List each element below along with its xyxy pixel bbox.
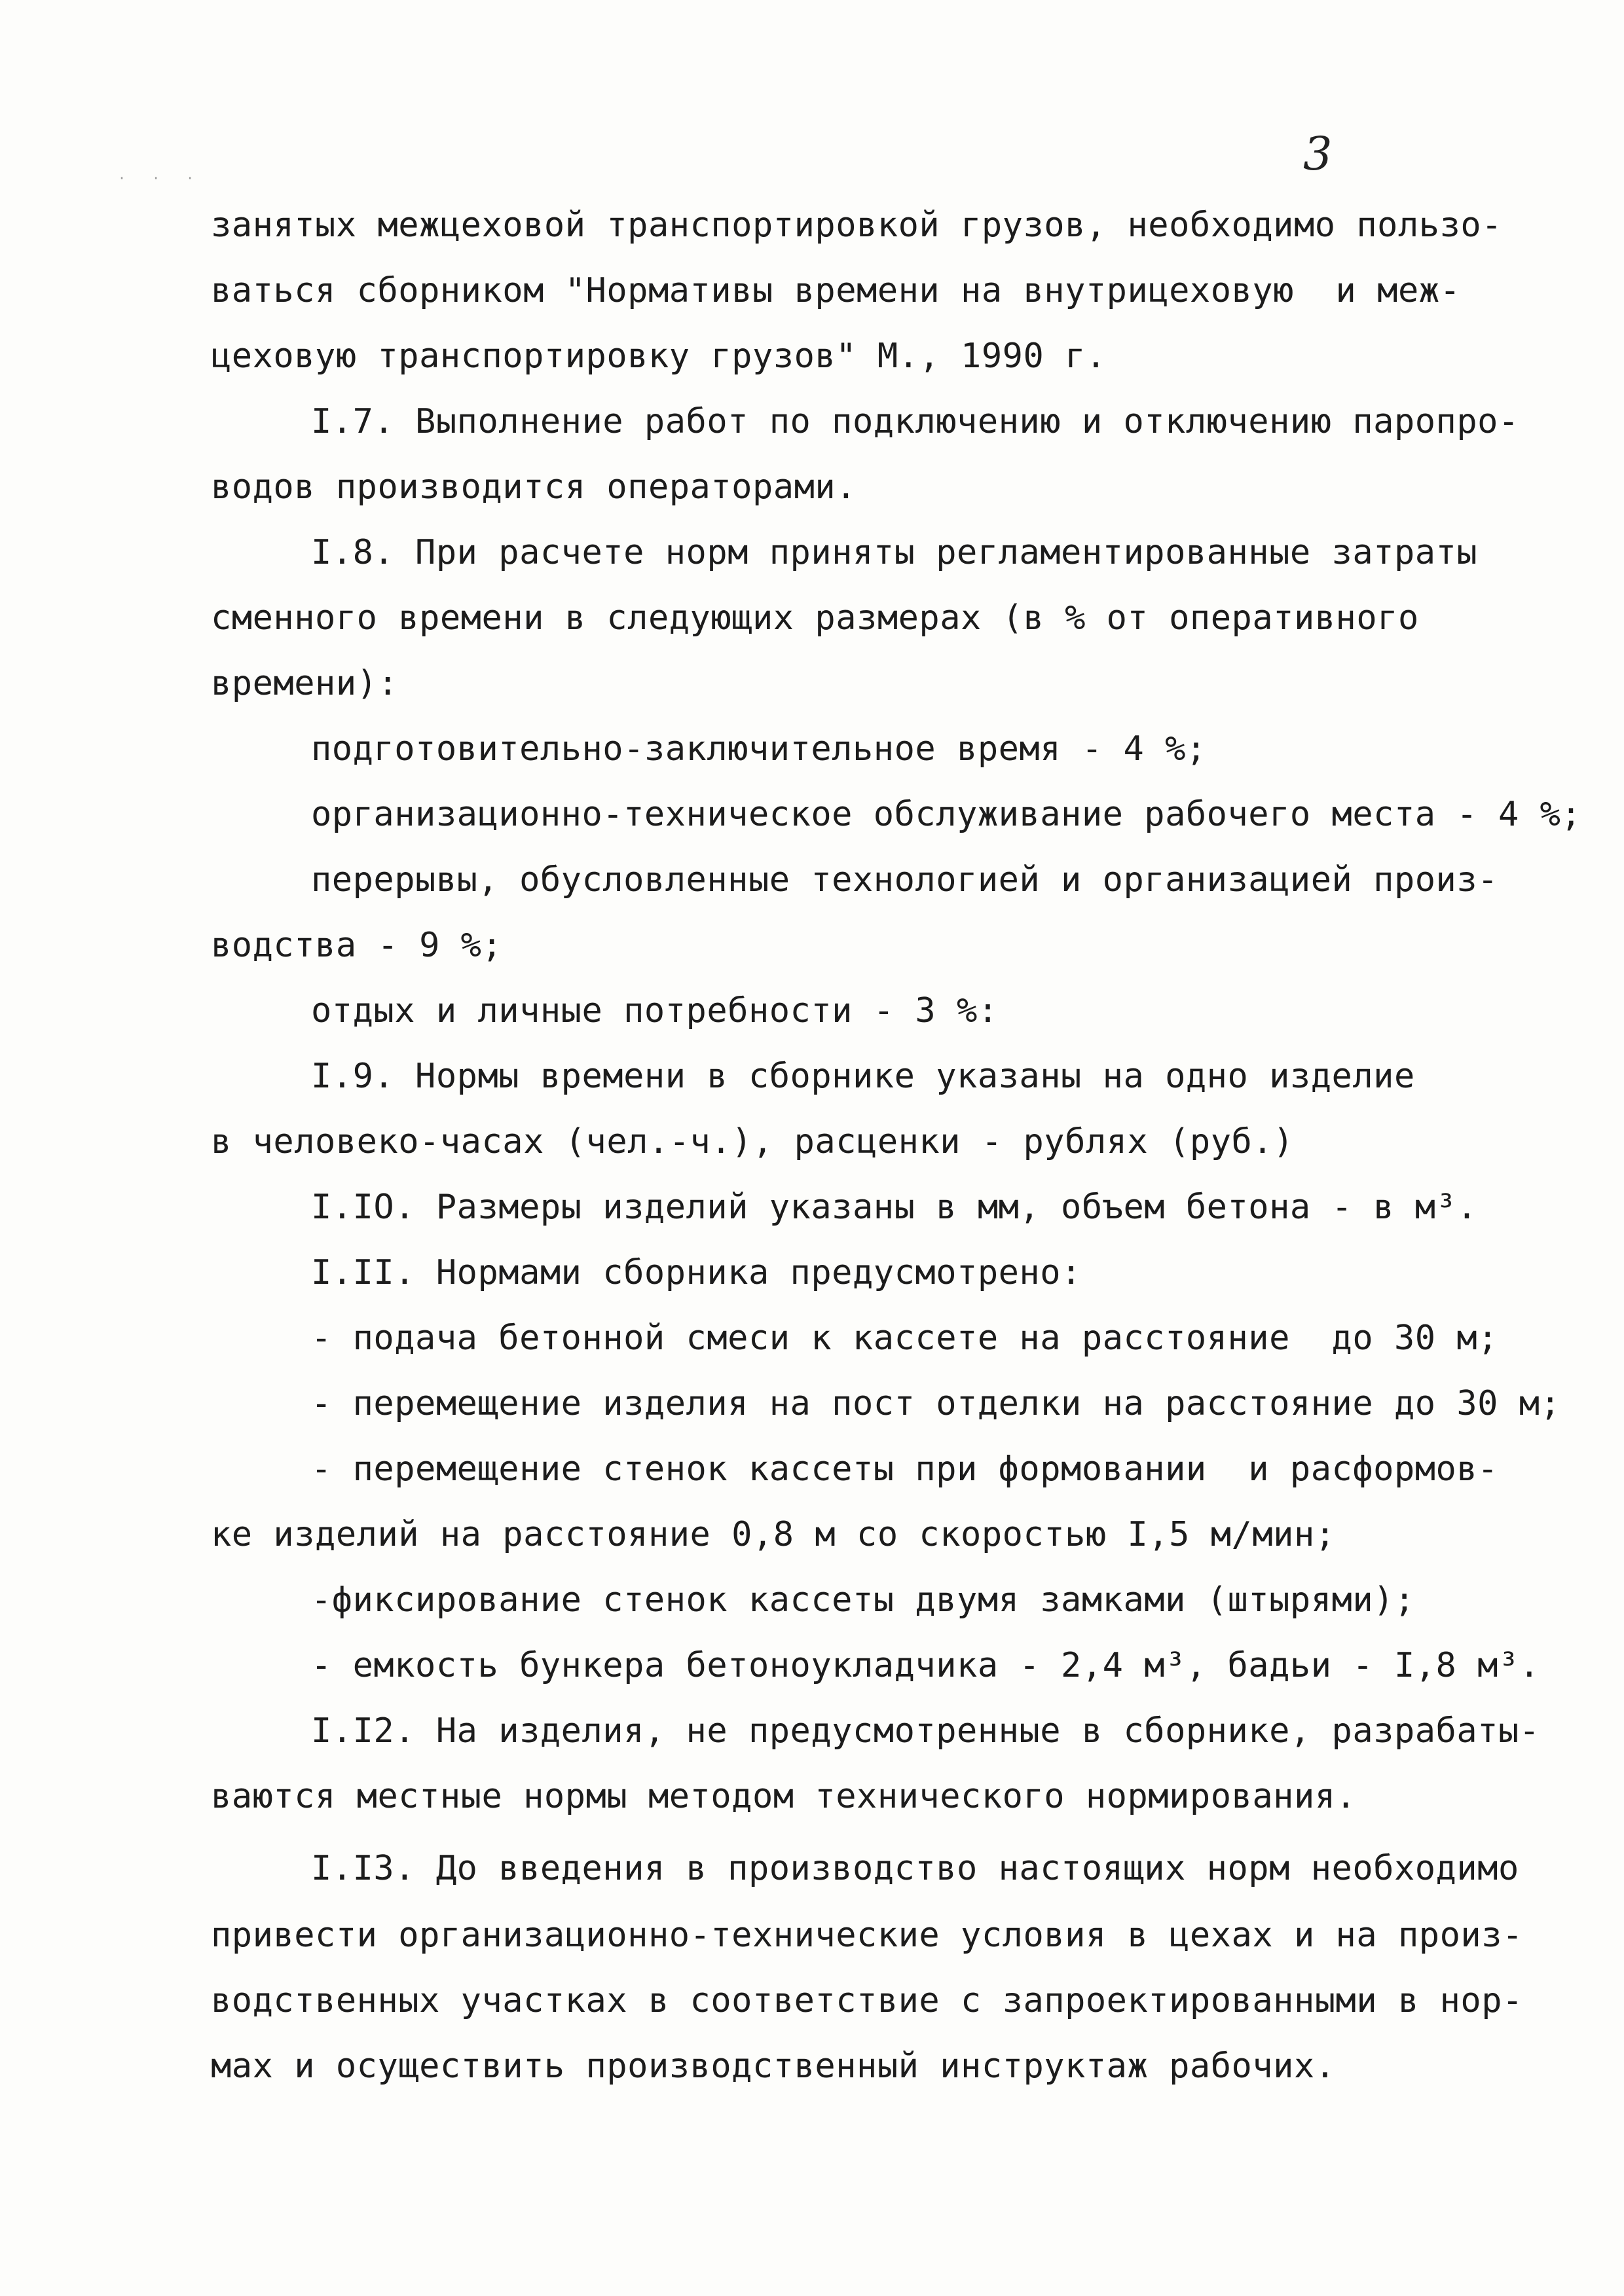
text-line: ваться сборником "Нормативы времени на внутрицеховую и меж- — [211, 271, 1461, 310]
text-line: цеховую транспортировку грузов" М., 1990 г. — [211, 337, 1107, 376]
paragraph-start-1-13: I.I3. До введения в производство настоящих норм необходимо — [311, 1849, 1519, 1888]
text-line: водов производится операторами. — [211, 467, 857, 507]
paragraph-start-1-8: I.8. При расчете норм приняты регламентированные затраты — [311, 533, 1478, 572]
text-line: занятых межцеховой транспортировкой грузов, необходимо пользо- — [211, 206, 1503, 245]
list-item: - емкость бункера бетоноукладчика - 2,4 м³, бадьи - I,8 м³. — [311, 1646, 1540, 1685]
list-item: организационно-техническое обслуживание рабочего места - 4 %; — [311, 795, 1582, 834]
text-line: водства - 9 %; — [211, 926, 503, 965]
scan-mark: · · · — [118, 170, 204, 186]
paragraph-start-1-7: I.7. Выполнение работ по подключению и отключению паропро- — [311, 402, 1519, 441]
text-line: привести организационно-технические условия в цехах и на произ- — [211, 1916, 1523, 1955]
paragraph-start-1-11: I.II. Нормами сборника предусмотрено: — [311, 1253, 1082, 1292]
text-line: сменного времени в следующих размерах (в % от оперативного — [211, 598, 1419, 638]
text-line: ваются местные нормы методом технического нормирования. — [211, 1777, 1357, 1816]
page-number: 3 — [1303, 127, 1333, 181]
list-item: подготовительно-заключительное время - 4 %; — [311, 729, 1207, 769]
text-line: водственных участках в соответствие с запроектированными в нор- — [211, 1981, 1523, 2020]
list-item: отдых и личные потребности - 3 %: — [311, 991, 999, 1030]
text-line: времени): — [211, 664, 399, 703]
text-line: в человеко-часах (чел.-ч.), расценки - рублях (руб.) — [211, 1122, 1294, 1161]
list-item: -фиксирование стенок кассеты двумя замками (штырями); — [311, 1580, 1415, 1620]
list-item: - подача бетонной смеси к кассете на расстояние до 30 м; — [311, 1319, 1498, 1358]
text-line: мах и осуществить производственный инструктаж рабочих. — [211, 2047, 1336, 2086]
paragraph-start-1-10: I.IO. Размеры изделий указаны в мм, объем бетона - в м³. — [311, 1188, 1478, 1227]
list-item: перерывы, обусловленные технологией и организацией произ- — [311, 860, 1498, 900]
list-item: - перемещение изделия на пост отделки на расстояние до 30 м; — [311, 1384, 1561, 1423]
paragraph-start-1-9: I.9. Нормы времени в сборнике указаны на одно изделие — [311, 1057, 1415, 1096]
list-item: - перемещение стенок кассеты при формовании и расформов- — [311, 1449, 1498, 1489]
text-line: ке изделий на расстояние 0,8 м со скоростью I,5 м/мин; — [211, 1515, 1336, 1554]
paragraph-start-1-12: I.I2. На изделия, не предусмотренные в сборнике, разрабаты- — [311, 1711, 1540, 1751]
